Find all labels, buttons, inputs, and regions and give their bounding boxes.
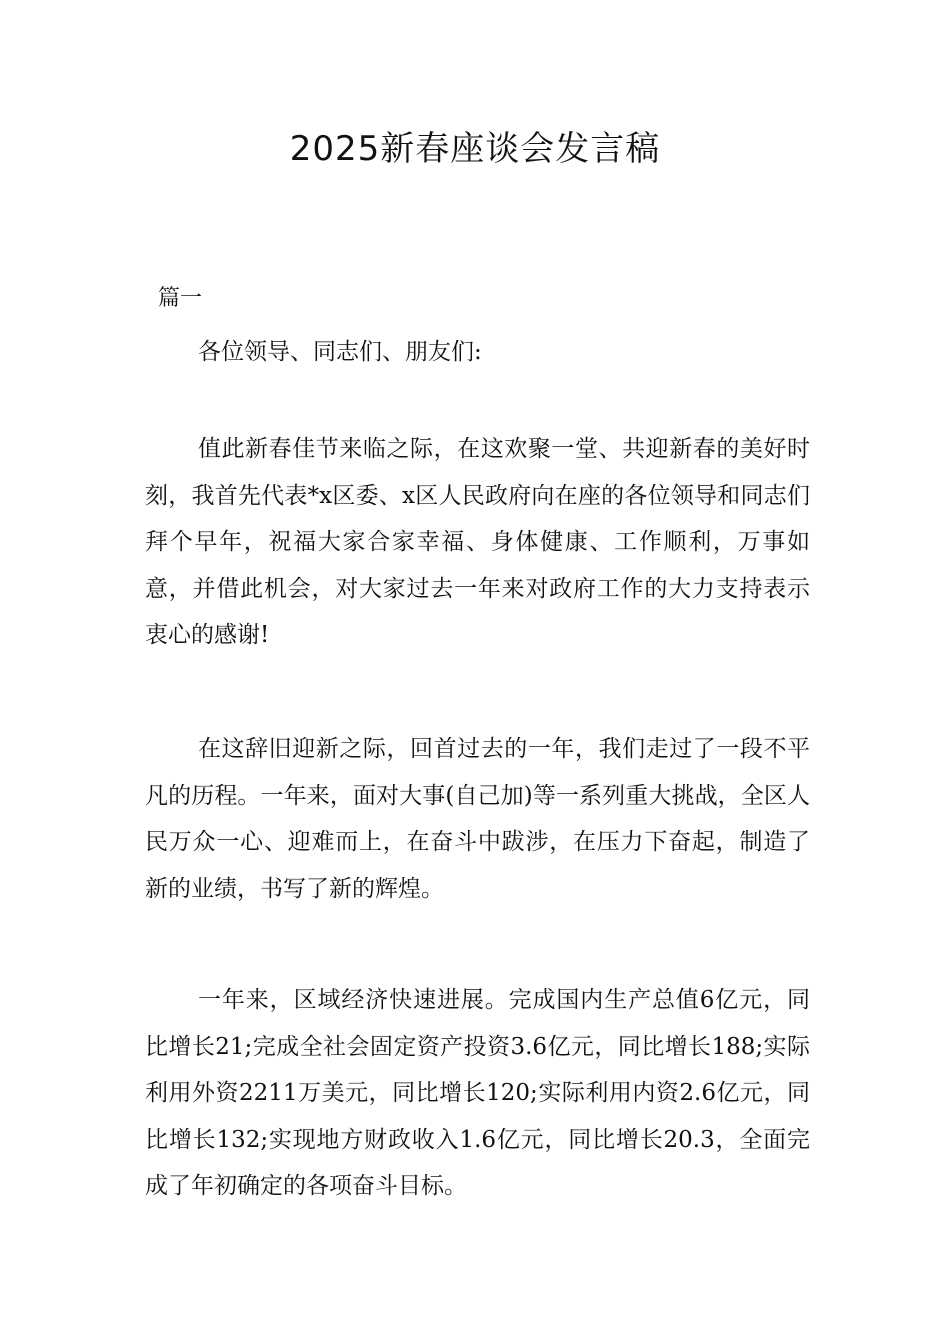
- document-title: 2025新春座谈会发言稿: [289, 129, 661, 169]
- paragraph-greeting: 值此新春佳节来临之际，在这欢聚一堂、共迎新春的美好时刻，我首先代表*x区委、x区人民政府向在座的各位领导和同志们拜个早年，祝福大家合家幸福、身体健康、工作顺利，万事如意，并借此机会，对大家过去一年来对政府工作的大力支持表示衷心的感谢!: [145, 436, 810, 648]
- section-label: 篇一: [158, 286, 203, 311]
- salutation: 各位领导、同志们、朋友们:: [198, 339, 482, 365]
- paragraph-review: 在这辞旧迎新之际，回首过去的一年，我们走过了一段不平凡的历程。一年来，面对大事(自己加)等一系列重大挑战，全区人民万众一心、迎难而上，在奋斗中跋涉，在压力下奋起，制造了新的业绩，书写了新的辉煌。: [145, 736, 810, 902]
- paragraph-economy: 一年来，区域经济快速进展。完成国内生产总值6亿元，同比增长21;完成全社会固定资产投资3.6亿元，同比增长188;实际利用外资2211万美元，同比增长120;实际利用内资2.6亿元，同比增长132;实现地方财政收入1.6亿元，同比增长20.3，全面完成了年初确定的各项奋斗目标。: [145, 987, 810, 1199]
